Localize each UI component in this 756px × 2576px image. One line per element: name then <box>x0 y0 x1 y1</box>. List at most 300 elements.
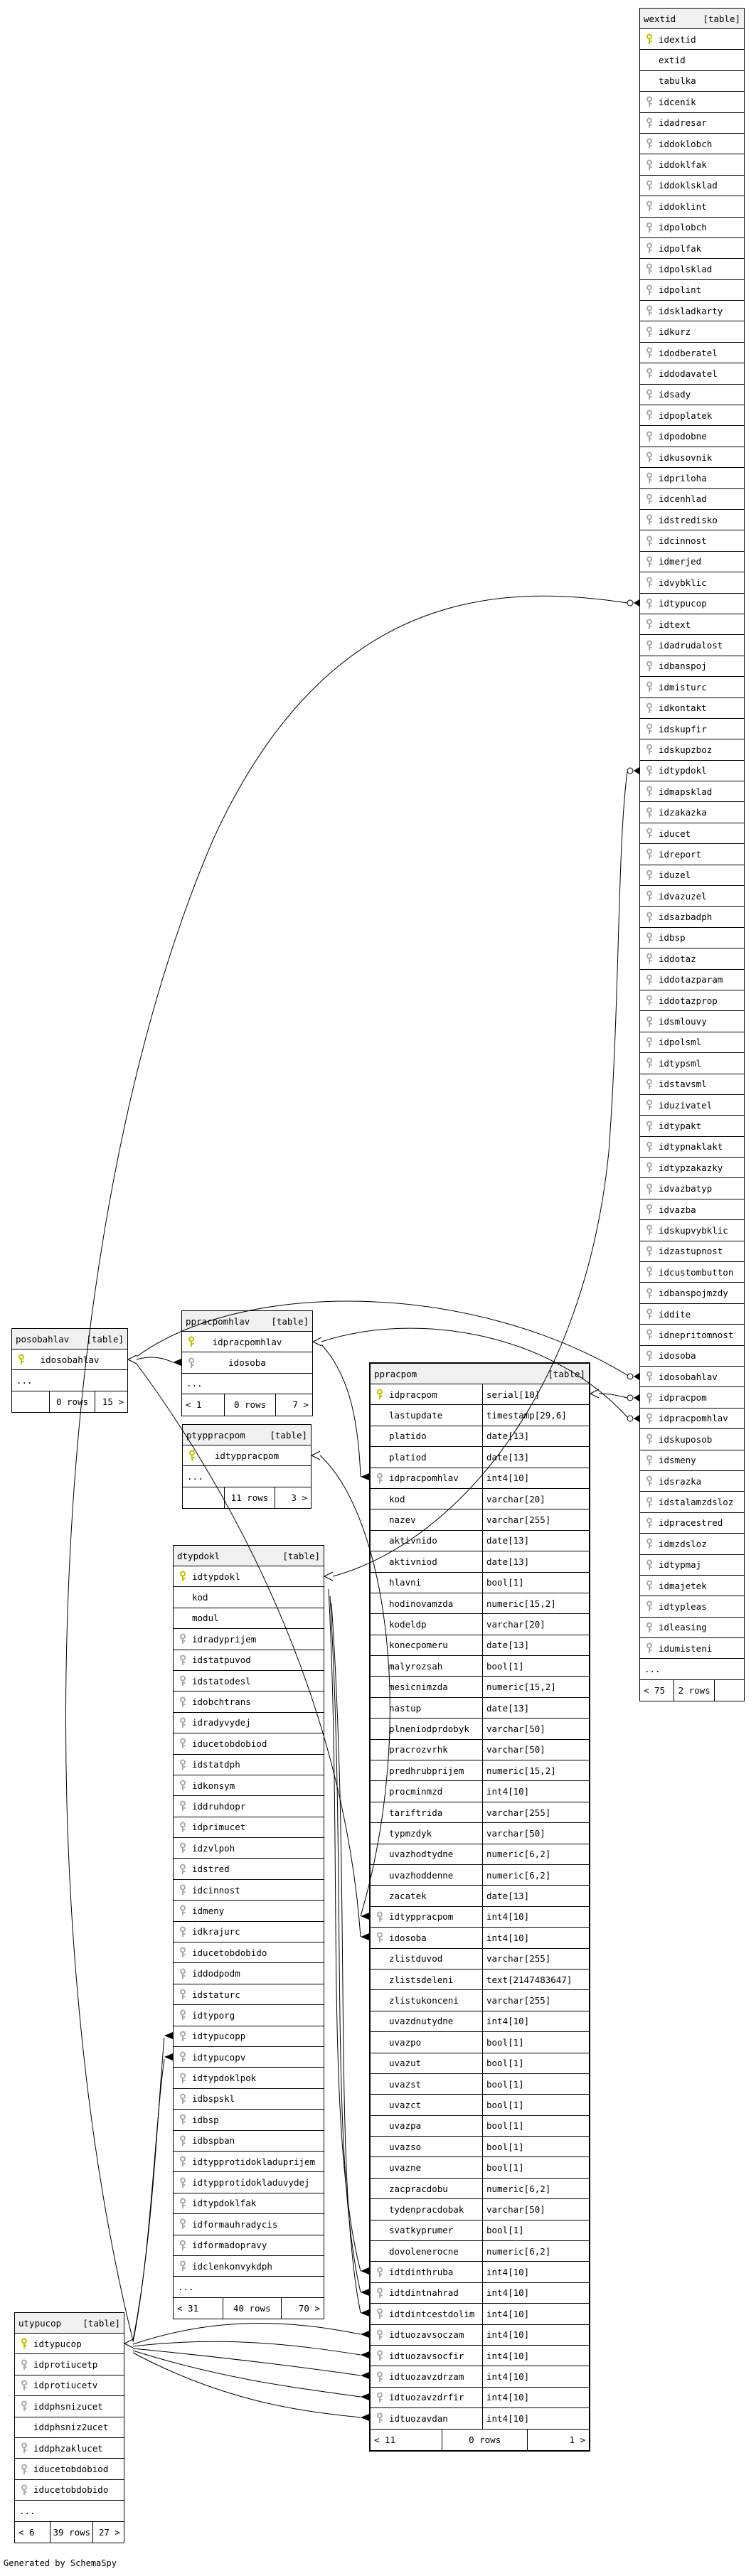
column-row <box>640 1011 744 1032</box>
column-name: idtypdoklpok <box>192 2073 257 2084</box>
column-row <box>640 1387 744 1408</box>
footer-hidden-parents: < 31 <box>174 2298 223 2319</box>
column-name: idvazuzel <box>659 890 707 902</box>
truncation-ellipsis: ... <box>12 1370 127 1391</box>
foreign-key-icon <box>174 2198 192 2209</box>
foreign-key-icon <box>174 1822 192 1833</box>
column-name: idskuposob <box>659 1433 713 1445</box>
column-name: idtuozavzdrfir <box>389 2392 464 2403</box>
column-row <box>174 2005 324 2026</box>
column-row <box>640 363 744 384</box>
column-row <box>640 572 744 593</box>
column-name: idpracpomhlav <box>659 1413 728 1424</box>
column-type: int4[10] <box>486 2350 530 2361</box>
column-row <box>174 2256 324 2277</box>
column-name: idprotiucetp <box>33 2359 98 2371</box>
column-row <box>640 1116 744 1136</box>
foreign-key-icon <box>640 368 659 379</box>
column-name-cell <box>371 1949 483 1969</box>
column-row <box>640 1618 744 1638</box>
foreign-key-icon <box>371 2392 389 2403</box>
column-row <box>371 1468 589 1489</box>
column-name-cell <box>371 1426 483 1446</box>
foreign-key-icon <box>174 1759 192 1770</box>
column-name: iddodpodm <box>192 1968 240 1979</box>
primary-key-icon <box>174 1571 192 1582</box>
column-name: idnepritomnost <box>659 1329 734 1340</box>
column-type: numeric[6,2] <box>486 1869 551 1881</box>
column-row <box>174 2068 324 2088</box>
column-row <box>371 1865 589 1886</box>
foreign-key-icon <box>640 1037 659 1048</box>
column-row <box>174 1650 324 1671</box>
foreign-key-icon <box>640 598 659 609</box>
column-name: konecpomeru <box>389 1640 448 1651</box>
column-row <box>640 1241 744 1262</box>
column-name: zacpracdobu <box>389 2183 448 2194</box>
column-row <box>174 2214 324 2235</box>
foreign-key-icon <box>174 1675 192 1687</box>
column-row <box>371 1907 589 1928</box>
column-row <box>371 2241 589 2262</box>
column-row <box>15 2375 124 2396</box>
foreign-key-icon <box>640 1057 659 1069</box>
column-row <box>371 2283 589 2304</box>
column-row <box>371 1698 589 1719</box>
column-name: idtypnaklakt <box>659 1141 723 1153</box>
column-name-cell <box>371 1928 483 1947</box>
table-header[interactable] <box>182 1311 312 1332</box>
column-name: idtdintnahrad <box>389 2287 459 2299</box>
column-row <box>371 2408 589 2429</box>
table-utypucop <box>14 2312 124 2543</box>
column-type: bool[1] <box>486 2225 524 2236</box>
foreign-key-icon <box>640 1246 659 1257</box>
foreign-key-icon <box>640 347 659 358</box>
column-name: idtyporg <box>192 2009 235 2021</box>
foreign-key-icon <box>640 1433 659 1445</box>
column-row <box>371 2388 589 2408</box>
column-row <box>640 196 744 217</box>
table-header[interactable] <box>183 1425 311 1445</box>
foreign-key-icon <box>640 1371 659 1382</box>
column-name: mesicnimzda <box>389 1682 448 1693</box>
column-row <box>174 1587 324 1608</box>
column-row <box>371 1447 589 1468</box>
column-row <box>371 2220 589 2241</box>
column-name: idvazbatyp <box>659 1183 713 1195</box>
foreign-key-icon <box>371 1932 389 1943</box>
column-row <box>640 29 744 50</box>
table-name-label: posobahlav <box>16 1333 70 1345</box>
column-name: idzvlpoh <box>192 1842 235 1854</box>
foreign-key-icon <box>174 1717 192 1728</box>
column-name-cell <box>371 1781 483 1801</box>
foreign-key-icon <box>640 1288 659 1299</box>
column-name: idstalamzdsloz <box>659 1497 734 1508</box>
foreign-key-icon <box>640 180 659 191</box>
foreign-key-icon <box>640 1266 659 1278</box>
column-row <box>371 2095 589 2115</box>
foreign-key-icon <box>640 326 659 338</box>
generated-by-note: Generated by SchemaSpy <box>4 2558 117 2568</box>
column-row <box>640 594 744 614</box>
column-name: aktivnido <box>389 1535 437 1546</box>
column-row <box>371 1531 589 1551</box>
column-name: idmeny <box>192 1905 225 1916</box>
table-kind-label: [table] <box>548 1368 585 1379</box>
column-name: idmajetek <box>659 1580 707 1591</box>
column-row <box>371 1990 589 2011</box>
column-row <box>15 2480 124 2501</box>
foreign-key-icon <box>640 201 659 212</box>
column-name: idadrudalost <box>659 640 723 651</box>
column-row <box>640 134 744 154</box>
column-row <box>174 2089 324 2110</box>
foreign-key-icon <box>640 1642 659 1654</box>
column-row <box>371 2137 589 2157</box>
column-type: bool[1] <box>486 2058 524 2069</box>
column-name: idprimucet <box>192 1822 246 1833</box>
column-name: uvazso <box>389 2141 422 2152</box>
column-name: idtuozavzdrzam <box>389 2371 464 2383</box>
column-name-cell <box>371 2283 483 2303</box>
column-name: idtypprotidokladuvydej <box>192 2177 310 2188</box>
table-header[interactable] <box>640 9 744 29</box>
column-name-cell <box>371 1551 483 1571</box>
column-name-cell <box>371 2199 483 2219</box>
table-header[interactable] <box>174 1546 324 1566</box>
table-footer <box>174 2298 324 2319</box>
column-name-cell <box>371 1573 483 1593</box>
column-type: bool[1] <box>486 2036 524 2048</box>
column-row <box>640 928 744 948</box>
foreign-key-icon <box>371 2412 389 2424</box>
foreign-key-icon <box>640 431 659 442</box>
column-row <box>371 2116 589 2137</box>
truncation-ellipsis: ... <box>182 1374 312 1394</box>
column-name: hlavni <box>389 1577 422 1588</box>
column-row <box>640 1283 744 1303</box>
table-footer <box>183 1487 311 1508</box>
foreign-key-icon <box>640 890 659 902</box>
table-header[interactable] <box>12 1329 127 1350</box>
column-row <box>640 1199 744 1220</box>
column-name: uvazst <box>389 2078 422 2090</box>
column-row <box>371 1760 589 1781</box>
footer-hidden-children: 3 > <box>291 1492 307 1503</box>
footer-hidden-parents: < 75 <box>640 1680 674 1701</box>
foreign-key-icon <box>640 765 659 776</box>
column-name: iddotazparam <box>659 974 723 985</box>
foreign-key-icon <box>640 514 659 525</box>
column-row <box>640 614 744 635</box>
column-row <box>371 1593 589 1614</box>
column-row <box>371 1949 589 1970</box>
foreign-key-icon <box>15 2380 33 2391</box>
column-row <box>371 1886 589 1906</box>
column-row <box>371 1656 589 1677</box>
foreign-key-icon <box>640 1497 659 1508</box>
column-name: modul <box>192 1613 219 1624</box>
column-name: iducetobdobido <box>192 1947 267 1958</box>
column-name: kod <box>389 1493 405 1505</box>
column-type: date[13] <box>486 1556 530 1567</box>
column-row <box>174 1817 324 1838</box>
column-name: uvazpo <box>389 2036 422 2048</box>
foreign-key-icon <box>640 1455 659 1466</box>
column-name: iddotaz <box>659 953 696 964</box>
column-row <box>640 907 744 927</box>
column-name: uvazhoddenne <box>389 1869 454 1881</box>
column-type: bool[1] <box>486 2078 524 2090</box>
column-name: idosobahlav <box>659 1371 718 1382</box>
column-name-cell <box>371 2074 483 2094</box>
column-row <box>640 1596 744 1617</box>
column-name: idtuozavsoczam <box>389 2329 464 2341</box>
column-name: idpolint <box>659 284 702 296</box>
column-name-cell <box>371 1990 483 2010</box>
column-name: idtypprotidokladuprijem <box>192 2156 316 2167</box>
foreign-key-icon <box>174 2031 192 2042</box>
foreign-key-icon <box>174 1633 192 1645</box>
foreign-key-icon <box>640 1517 659 1529</box>
column-type: int4[10] <box>486 2392 530 2403</box>
column-name: idvybklic <box>659 577 707 588</box>
column-name: iducetobdobido <box>33 2484 109 2496</box>
primary-key-icon <box>12 1354 31 1365</box>
column-row <box>640 280 744 301</box>
column-type: bool[1] <box>486 1660 524 1672</box>
column-name-cell <box>371 2011 483 2031</box>
column-name: idskupzboz <box>659 744 713 755</box>
column-row <box>640 1304 744 1325</box>
column-row <box>640 802 744 823</box>
column-row <box>640 1513 744 1534</box>
column-name: nazev <box>389 1514 416 1526</box>
column-name: idsrazka <box>659 1475 702 1487</box>
foreign-key-icon <box>640 619 659 630</box>
column-row <box>371 1384 589 1405</box>
column-name-cell <box>371 1656 483 1676</box>
column-row <box>371 2053 589 2074</box>
column-name: iddoklfak <box>659 159 707 171</box>
column-row <box>640 92 744 112</box>
column-name: idpolsklad <box>659 263 713 274</box>
column-name-cell <box>371 1489 483 1509</box>
column-row <box>640 321 744 342</box>
column-name: uvazhodtydne <box>389 1849 454 1860</box>
column-row <box>640 218 744 238</box>
column-name-cell <box>371 1886 483 1906</box>
column-type: int4[10] <box>486 1911 530 1923</box>
footer-hidden-parents <box>12 1391 50 1412</box>
footer-row-count: 40 rows <box>223 2298 282 2319</box>
column-type: varchar[50] <box>486 1827 545 1839</box>
foreign-key-icon <box>174 2240 192 2251</box>
column-row <box>371 2366 589 2387</box>
foreign-key-icon <box>15 2442 33 2454</box>
column-name: hodinovamzda <box>389 1598 454 1609</box>
column-name: idstavsml <box>659 1079 707 1090</box>
column-row <box>371 1614 589 1635</box>
column-row <box>640 552 744 572</box>
foreign-key-icon <box>640 556 659 567</box>
column-row <box>174 1733 324 1754</box>
foreign-key-icon <box>640 786 659 797</box>
column-row <box>371 2304 589 2324</box>
column-name: iddoklobch <box>659 138 713 149</box>
column-name: typmzdyk <box>389 1827 432 1839</box>
column-type: int4[10] <box>486 1786 530 1797</box>
column-type: date[13] <box>486 1891 530 1902</box>
column-row <box>15 2417 124 2438</box>
foreign-key-icon <box>174 2073 192 2084</box>
column-name-cell <box>371 1593 483 1613</box>
column-name-cell <box>371 2408 483 2428</box>
column-type: text[2147483647] <box>486 1974 573 1985</box>
foreign-key-icon <box>174 2218 192 2230</box>
table-name-label: wextid <box>644 13 676 24</box>
foreign-key-icon <box>174 2114 192 2125</box>
column-row <box>640 1158 744 1178</box>
column-name: idpolobch <box>659 222 707 233</box>
column-name: iducetobdobiod <box>192 1738 267 1749</box>
foreign-key-icon <box>174 1655 192 1666</box>
table-kind-label: [table] <box>282 1550 320 1561</box>
foreign-key-icon <box>640 1141 659 1153</box>
foreign-key-icon <box>371 2267 389 2278</box>
table-footer <box>12 1391 127 1412</box>
column-row <box>371 1551 589 1572</box>
column-row <box>174 2172 324 2193</box>
column-name-cell <box>371 1531 483 1551</box>
table-kind-label: [table] <box>82 2317 120 2329</box>
column-row <box>640 301 744 321</box>
column-type: varchar[255] <box>486 1953 551 1965</box>
column-type: int4[10] <box>486 2412 530 2424</box>
column-type: int4[10] <box>486 2371 530 2383</box>
column-type: int4[10] <box>486 1932 530 1943</box>
foreign-key-icon <box>640 1121 659 1132</box>
column-name-cell <box>371 1740 483 1760</box>
footer-row-count: 0 rows <box>442 2430 528 2450</box>
column-row <box>640 948 744 969</box>
foreign-key-icon <box>174 1780 192 1791</box>
column-name-cell <box>371 2262 483 2282</box>
column-name-cell <box>371 2304 483 2324</box>
column-row <box>371 1489 589 1509</box>
column-name: idbsp <box>659 932 686 944</box>
column-row <box>640 1492 744 1512</box>
column-name: idformauhradycis <box>192 2218 278 2230</box>
column-name: idtypsml <box>659 1057 702 1069</box>
foreign-key-icon <box>371 2350 389 2361</box>
column-row <box>640 343 744 363</box>
column-row <box>640 1346 744 1367</box>
column-name: idpoplatek <box>659 410 713 421</box>
column-row <box>640 865 744 886</box>
table-ppracpomhlav <box>181 1310 313 1416</box>
foreign-key-icon <box>174 2093 192 2105</box>
column-name-cell <box>371 2346 483 2366</box>
column-name: idbanspoj <box>659 661 707 672</box>
column-name: procminmzd <box>389 1786 443 1797</box>
column-name-cell <box>371 1614 483 1634</box>
foreign-key-icon <box>640 1350 659 1362</box>
foreign-key-icon <box>174 1947 192 1958</box>
column-name: idcenhlad <box>659 493 707 505</box>
truncation-ellipsis: ... <box>640 1659 744 1679</box>
column-type: timestamp[29,6] <box>486 1410 567 1421</box>
column-type: bool[1] <box>486 2099 524 2110</box>
column-row <box>182 1332 312 1352</box>
column-name: idprotiucetv <box>33 2380 98 2391</box>
foreign-key-icon <box>640 222 659 233</box>
column-name: idleasing <box>659 1622 707 1633</box>
footer-row-count: 0 rows <box>50 1391 95 1412</box>
foreign-key-icon <box>174 1738 192 1749</box>
foreign-key-icon <box>640 912 659 923</box>
column-name: tabulka <box>659 75 696 87</box>
column-row <box>640 1053 744 1074</box>
column-name-cell <box>371 1802 483 1822</box>
foreign-key-icon <box>174 1864 192 1875</box>
table-header[interactable] <box>15 2313 124 2334</box>
column-row <box>174 2047 324 2068</box>
column-type: numeric[15,2] <box>486 1765 556 1776</box>
column-name-cell <box>371 1698 483 1718</box>
footer-row-count: 11 rows <box>225 1487 275 1508</box>
column-row <box>371 1426 589 1447</box>
foreign-key-icon <box>174 2135 192 2147</box>
foreign-key-icon <box>15 2484 33 2496</box>
column-name: idpolsml <box>659 1037 702 1048</box>
column-row <box>15 2459 124 2479</box>
table-name-label: ptyppracpom <box>186 1429 245 1441</box>
column-name: idskupfir <box>659 723 707 734</box>
column-name: iducetobdobiod <box>33 2464 109 2475</box>
column-name: idtyppracpom <box>214 1450 279 1461</box>
column-row <box>371 1719 589 1739</box>
column-row <box>640 468 744 488</box>
column-row <box>183 1445 311 1466</box>
column-row <box>640 1555 744 1576</box>
column-name: idstredisko <box>659 514 718 525</box>
column-name: idtypleas <box>659 1600 707 1612</box>
foreign-key-icon <box>15 2359 33 2371</box>
column-name: uvazne <box>389 2162 422 2174</box>
column-row <box>371 2011 589 2032</box>
foreign-key-icon <box>640 451 659 463</box>
column-name-cell <box>371 1760 483 1780</box>
column-name: idclenkonvykdph <box>192 2260 272 2272</box>
foreign-key-icon <box>640 1016 659 1027</box>
column-row <box>174 1775 324 1796</box>
column-row <box>371 1740 589 1760</box>
column-row <box>174 1755 324 1775</box>
column-name: iddruhdopr <box>192 1800 246 1812</box>
column-name: idodberatel <box>659 347 718 358</box>
footer-row-count: 39 rows <box>50 2522 93 2543</box>
column-name-cell <box>371 2241 483 2261</box>
column-row <box>640 970 744 990</box>
table-header[interactable] <box>371 1364 589 1384</box>
foreign-key-icon <box>640 848 659 860</box>
foreign-key-icon <box>640 661 659 672</box>
column-name: idtypucopp <box>192 2031 246 2042</box>
column-type: int4[10] <box>486 2016 530 2027</box>
